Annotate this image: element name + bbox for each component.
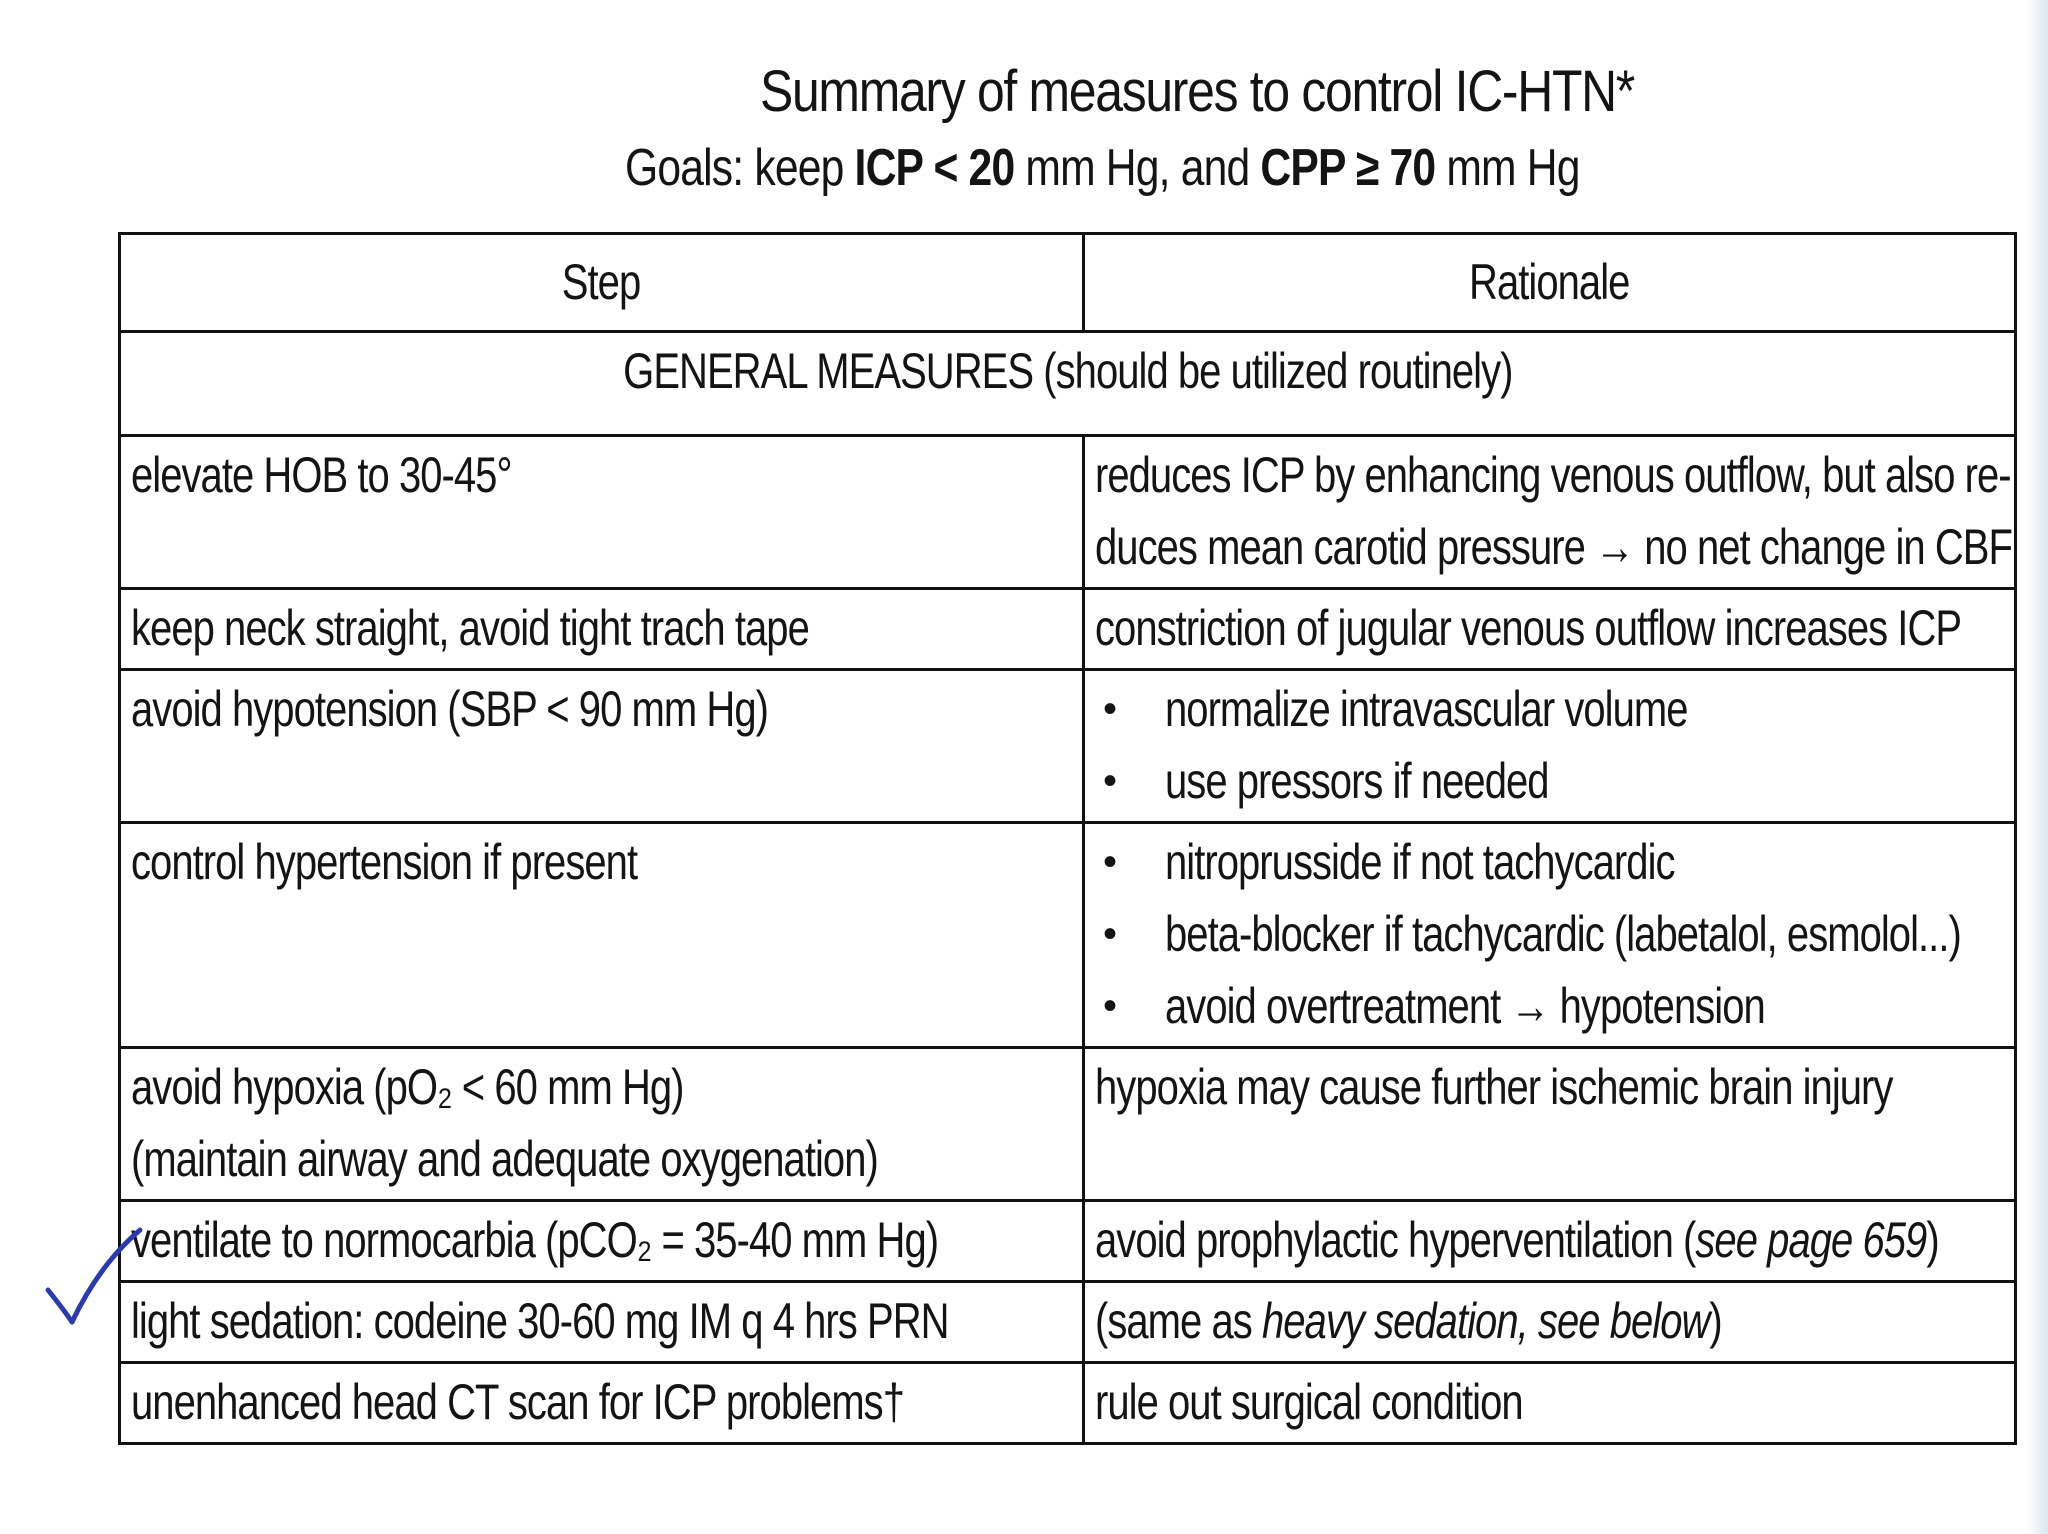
rationale-text: reduces ICP by enhancing venous outflow, but also re- <box>1095 447 2011 503</box>
rationale-bullet-list <box>1095 673 2004 817</box>
goals-line <box>625 138 1580 198</box>
rationale-bullet-text: use pressors if needed <box>1165 753 1549 809</box>
bullet-dot-icon: • <box>1103 759 1116 803</box>
rationale-text: rule out surgical condition <box>1095 1374 1523 1430</box>
step-text: unenhanced head CT scan for ICP problems† <box>131 1374 905 1430</box>
step-text: light sedation: codeine 30-60 mg IM q 4 hrs PRN <box>131 1293 949 1349</box>
table-row <box>120 823 2016 1048</box>
rationale-bullet-item <box>1095 673 2004 745</box>
step-text: elevate HOB to 30-45° <box>131 447 512 503</box>
step-text: (maintain airway and adequate oxygenation) <box>131 1131 878 1187</box>
bullet-dot-icon: • <box>1103 912 1116 956</box>
measures-table <box>118 232 2017 1445</box>
bullet-dot-icon: • <box>1103 687 1116 731</box>
table-row <box>120 1282 2016 1363</box>
rationale-bullet-text: beta-blocker if tachycardic (labetalol, esmolol...) <box>1165 906 1961 962</box>
table-row <box>120 1201 2016 1282</box>
column-header-step: Step <box>120 234 1084 332</box>
rationale-cell <box>1084 670 2016 823</box>
step-text: avoid hypoxia (pO₂ < 60 mm Hg) <box>131 1059 684 1115</box>
step-text: ventilate to normocarbia (pCO₂ = 35-40 mm Hg) <box>131 1212 939 1268</box>
rationale-bullet-item <box>1095 898 2004 970</box>
step-cell <box>120 1201 1084 1282</box>
rationale-bullet-list <box>1095 826 2004 1042</box>
rationale-italic-part: heavy sedation, see below <box>1261 1293 1710 1349</box>
step-cell <box>120 589 1084 670</box>
rationale-cell <box>1084 1282 2016 1363</box>
step-cell <box>120 1282 1084 1363</box>
rationale-before-part: (same as <box>1095 1293 1262 1349</box>
step-cell <box>120 1363 1084 1444</box>
goals-cpp-unit: mm Hg <box>1435 139 1580 197</box>
goals-icp-unit: mm Hg, and <box>1014 139 1261 197</box>
rationale-cell <box>1084 436 2016 589</box>
goals-icp: ICP < 20 <box>854 139 1015 197</box>
table-row <box>120 670 2016 823</box>
table-row <box>120 1363 2016 1444</box>
bullet-dot-icon: • <box>1103 840 1116 884</box>
rationale-bullet-item <box>1095 826 2004 898</box>
rationale-bullet-text: normalize intravascular volume <box>1165 681 1688 737</box>
bullet-dot-icon: • <box>1103 984 1116 1028</box>
rationale-text: duces mean carotid pressure → no net change in CBF <box>1095 519 2012 575</box>
rationale-bullet-item <box>1095 745 2004 817</box>
rationale-cell <box>1084 1201 2016 1282</box>
rationale-text: hypoxia may cause further ischemic brain injury <box>1095 1059 1893 1115</box>
rationale-bullet-text: nitroprusside if not tachycardic <box>1165 834 1675 890</box>
rationale-cell <box>1084 589 2016 670</box>
rationale-cell <box>1084 823 2016 1048</box>
rationale-before-part: avoid prophylactic hyperventilation ( <box>1095 1212 1696 1268</box>
section-heading-row <box>120 332 2016 436</box>
rationale-bullet-item <box>1095 970 2004 1042</box>
section-heading: GENERAL MEASURES (should be utilized routinely) <box>120 332 2016 436</box>
step-text: control hypertension if present <box>131 834 638 890</box>
table-row <box>120 436 2016 589</box>
step-cell <box>120 670 1084 823</box>
table-header-row <box>120 234 2016 332</box>
page-title: Summary of measures to control IC-HTN* <box>760 59 1635 124</box>
step-cell <box>120 1048 1084 1201</box>
step-text: avoid hypotension (SBP < 90 mm Hg) <box>131 681 768 737</box>
rationale-text <box>1095 1204 1939 1276</box>
column-header-rationale: Rationale <box>1084 234 2016 332</box>
step-cell <box>120 823 1084 1048</box>
rationale-italic-part: see page 659 <box>1695 1212 1927 1268</box>
rationale-text <box>1095 1285 1722 1357</box>
checkmark-icon <box>44 1220 144 1340</box>
step-text: keep neck straight, avoid tight trach tape <box>131 600 809 656</box>
table-row <box>120 1048 2016 1201</box>
goals-cpp: CPP ≥ 70 <box>1260 139 1436 197</box>
rationale-cell <box>1084 1363 2016 1444</box>
page-edge-shadow <box>2026 0 2048 1534</box>
table-row <box>120 589 2016 670</box>
goals-prefix: Goals: keep <box>625 139 855 197</box>
rationale-after-part: ) <box>1926 1212 1939 1268</box>
step-cell <box>120 436 1084 589</box>
rationale-after-part: ) <box>1709 1293 1722 1349</box>
rationale-bullet-text: avoid overtreatment → hypotension <box>1165 978 1765 1034</box>
rationale-text: constriction of jugular venous outflow increases ICP <box>1095 600 1962 656</box>
rationale-cell <box>1084 1048 2016 1201</box>
